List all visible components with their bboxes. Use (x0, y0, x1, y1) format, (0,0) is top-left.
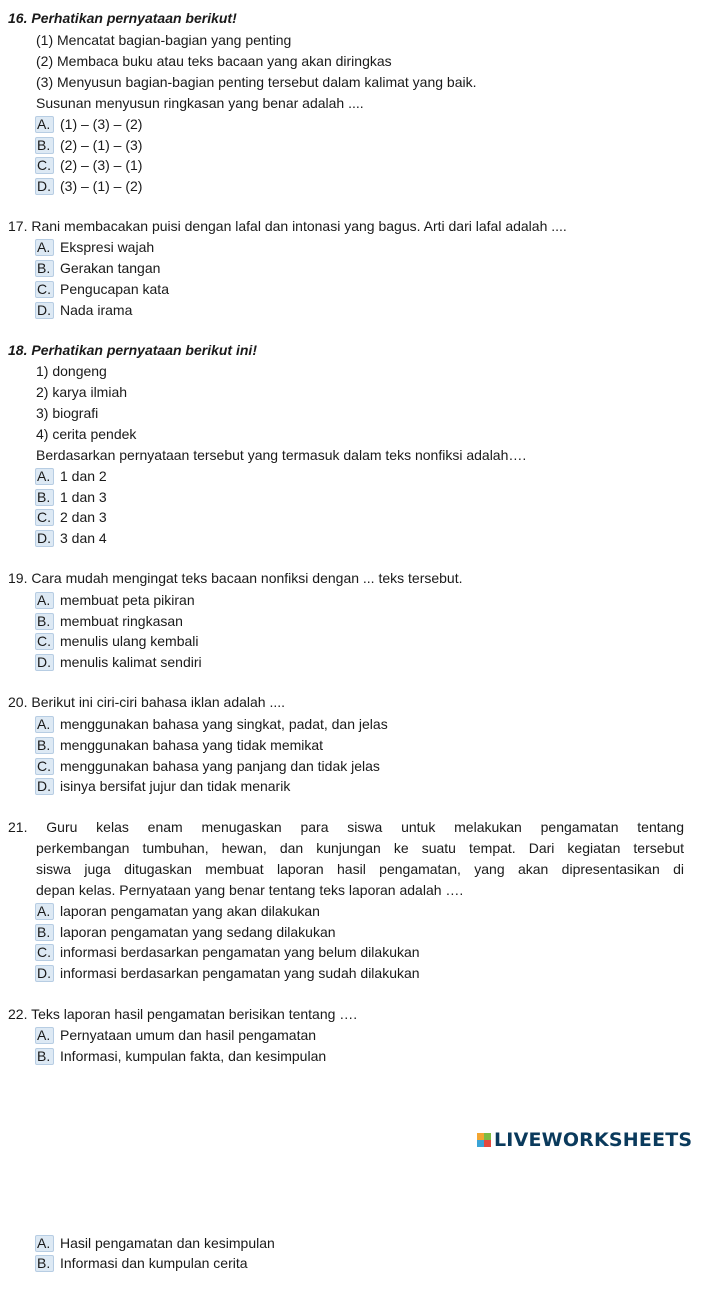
q21-option-b[interactable] (35, 923, 336, 941)
option-text: membuat peta pikiran (60, 591, 195, 608)
q22-option-a[interactable] (35, 1026, 316, 1044)
option-text: Pernyataan umum dan hasil pengamatan (60, 1026, 317, 1043)
q18-title: 18. Perhatikan pernyataan berikut ini! (8, 342, 257, 358)
q19-stem: 19. Cara mudah mengingat teks bacaan nonfiksi dengan ... teks tersebut. (8, 570, 463, 586)
q22-stem: 22. Teks laporan hasil pengamatan berisikan tentang …. (8, 1006, 358, 1022)
q18-option-b[interactable] (35, 488, 107, 506)
q20-option-c[interactable] (35, 757, 380, 775)
option-letter[interactable]: D. (35, 654, 54, 671)
q21-option-c[interactable] (35, 943, 420, 961)
option-letter[interactable]: A. (35, 1235, 54, 1252)
option-text: laporan pengamatan yang sedang dilakukan (60, 923, 336, 940)
q18-item-2: 2) karya ilmiah (36, 384, 128, 400)
liveworksheets-icon (477, 1133, 491, 1147)
option-letter[interactable]: D. (35, 530, 54, 547)
q22-option-b[interactable] (35, 1047, 326, 1065)
option-letter[interactable]: A. (35, 1027, 54, 1044)
option-letter[interactable]: D. (35, 965, 54, 982)
option-text: (1) – (3) – (2) (60, 115, 143, 132)
q21-option-a[interactable] (35, 902, 320, 920)
option-text: (2) – (3) – (1) (60, 156, 143, 173)
option-letter[interactable]: A. (35, 116, 54, 133)
option-letter[interactable]: A. (35, 716, 54, 733)
q16-statement-1: (1) Mencatat bagian-bagian yang penting (36, 32, 292, 48)
option-text: Gerakan tangan (60, 259, 161, 276)
option-letter[interactable]: C. (35, 157, 54, 174)
option-letter[interactable]: B. (35, 1048, 54, 1065)
q18-option-c[interactable] (35, 508, 107, 526)
extra-option-b[interactable] (35, 1254, 248, 1272)
option-letter[interactable]: C. (35, 633, 54, 650)
q18-item-3: 3) biografi (36, 405, 99, 421)
option-text: menulis kalimat sendiri (60, 653, 202, 670)
option-text: menggunakan bahasa yang tidak memikat (60, 736, 324, 753)
option-letter[interactable]: B. (35, 1255, 54, 1272)
q20-stem: 20. Berikut ini ciri-ciri bahasa iklan adalah .... (8, 694, 286, 710)
q16-question: Susunan menyusun ringkasan yang benar adalah .... (36, 95, 364, 111)
option-letter[interactable]: C. (35, 758, 54, 775)
option-text: 1 dan 3 (60, 488, 107, 505)
option-text: Nada irama (60, 301, 133, 318)
q21-option-d[interactable] (35, 964, 420, 982)
option-letter[interactable]: D. (35, 178, 54, 195)
q19-option-a[interactable] (35, 591, 195, 609)
option-text: Informasi dan kumpulan cerita (60, 1254, 248, 1271)
q16-title: 16. Perhatikan pernyataan berikut! (8, 10, 237, 26)
q17-option-d[interactable] (35, 301, 132, 319)
q18-option-d[interactable] (35, 529, 107, 547)
option-text: menggunakan bahasa yang singkat, padat, dan jelas (60, 715, 388, 732)
q18-option-a[interactable] (35, 467, 107, 485)
option-letter[interactable]: B. (35, 489, 54, 506)
option-text: 2 dan 3 (60, 508, 107, 525)
option-text: informasi berdasarkan pengamatan yang sudah dilakukan (60, 964, 420, 981)
option-letter[interactable]: A. (35, 903, 54, 920)
q20-option-b[interactable] (35, 736, 323, 754)
q16-option-c[interactable] (35, 156, 142, 174)
q21-stem-line-4: depan kelas. Pernyataan yang benar tentang teks laporan adalah …. (36, 882, 464, 898)
option-letter[interactable]: A. (35, 592, 54, 609)
option-letter[interactable]: B. (35, 924, 54, 941)
option-text: Ekspresi wajah (60, 238, 155, 255)
q19-option-c[interactable] (35, 632, 199, 650)
q19-option-b[interactable] (35, 612, 183, 630)
option-text: Informasi, kumpulan fakta, dan kesimpulan (60, 1047, 327, 1064)
q21-stem-line-2: perkembangan tumbuhan, hewan, dan kunjungan ke suatu tempat. Dari kegiatan tersebut (36, 840, 684, 856)
option-letter[interactable]: A. (35, 468, 54, 485)
q20-option-a[interactable] (35, 715, 388, 733)
liveworksheets-logo (477, 1128, 692, 1152)
option-text: Hasil pengamatan dan kesimpulan (60, 1234, 275, 1251)
q17-stem: 17. Rani membacakan puisi dengan lafal dan intonasi yang bagus. Arti dari lafal adalah .... (8, 218, 567, 234)
q16-option-b[interactable] (35, 136, 142, 154)
option-letter[interactable]: C. (35, 281, 54, 298)
option-letter[interactable]: C. (35, 509, 54, 526)
option-letter[interactable]: B. (35, 137, 54, 154)
q16-statement-3: (3) Menyusun bagian-bagian penting tersebut dalam kalimat yang baik. (36, 74, 477, 90)
q16-statement-2: (2) Membaca buku atau teks bacaan yang akan diringkas (36, 53, 392, 69)
option-letter[interactable]: D. (35, 302, 54, 319)
watermark-text: LIVEWORKSHEETS (494, 1129, 693, 1151)
option-text: menggunakan bahasa yang panjang dan tidak jelas (60, 757, 380, 774)
option-text: 3 dan 4 (60, 529, 107, 546)
q21-stem-line-3: siswa juga ditugaskan membuat laporan hasil pengamatan, yang akan dipresentasikan di (36, 861, 684, 877)
q20-option-d[interactable] (35, 777, 290, 795)
option-text: (2) – (1) – (3) (60, 136, 143, 153)
option-letter[interactable]: B. (35, 260, 54, 277)
q17-option-b[interactable] (35, 259, 160, 277)
q18-item-1: 1) dongeng (36, 363, 107, 379)
option-letter[interactable]: C. (35, 944, 54, 961)
q21-stem-line-1: 21. Guru kelas enam menugaskan para siswa untuk melakukan pengamatan tentang (8, 819, 684, 835)
option-text: laporan pengamatan yang akan dilakukan (60, 902, 320, 919)
option-text: isinya bersifat jujur dan tidak menarik (60, 777, 291, 794)
option-text: Pengucapan kata (60, 280, 169, 297)
option-letter[interactable]: A. (35, 239, 54, 256)
option-text: menulis ulang kembali (60, 632, 199, 649)
option-letter[interactable]: B. (35, 737, 54, 754)
option-text: membuat ringkasan (60, 612, 183, 629)
q16-option-a[interactable] (35, 115, 142, 133)
option-letter[interactable]: D. (35, 778, 54, 795)
q18-question: Berdasarkan pernyataan tersebut yang termasuk dalam teks nonfiksi adalah…. (36, 447, 527, 463)
q16-option-d[interactable] (35, 177, 142, 195)
option-text: (3) – (1) – (2) (60, 177, 143, 194)
q18-item-4: 4) cerita pendek (36, 426, 137, 442)
q17-option-c[interactable] (35, 280, 169, 298)
option-letter[interactable]: B. (35, 613, 54, 630)
q19-option-d[interactable] (35, 653, 202, 671)
option-text: 1 dan 2 (60, 467, 107, 484)
extra-option-a[interactable] (35, 1234, 275, 1252)
option-text: informasi berdasarkan pengamatan yang belum dilakukan (60, 943, 420, 960)
q17-option-a[interactable] (35, 238, 154, 256)
